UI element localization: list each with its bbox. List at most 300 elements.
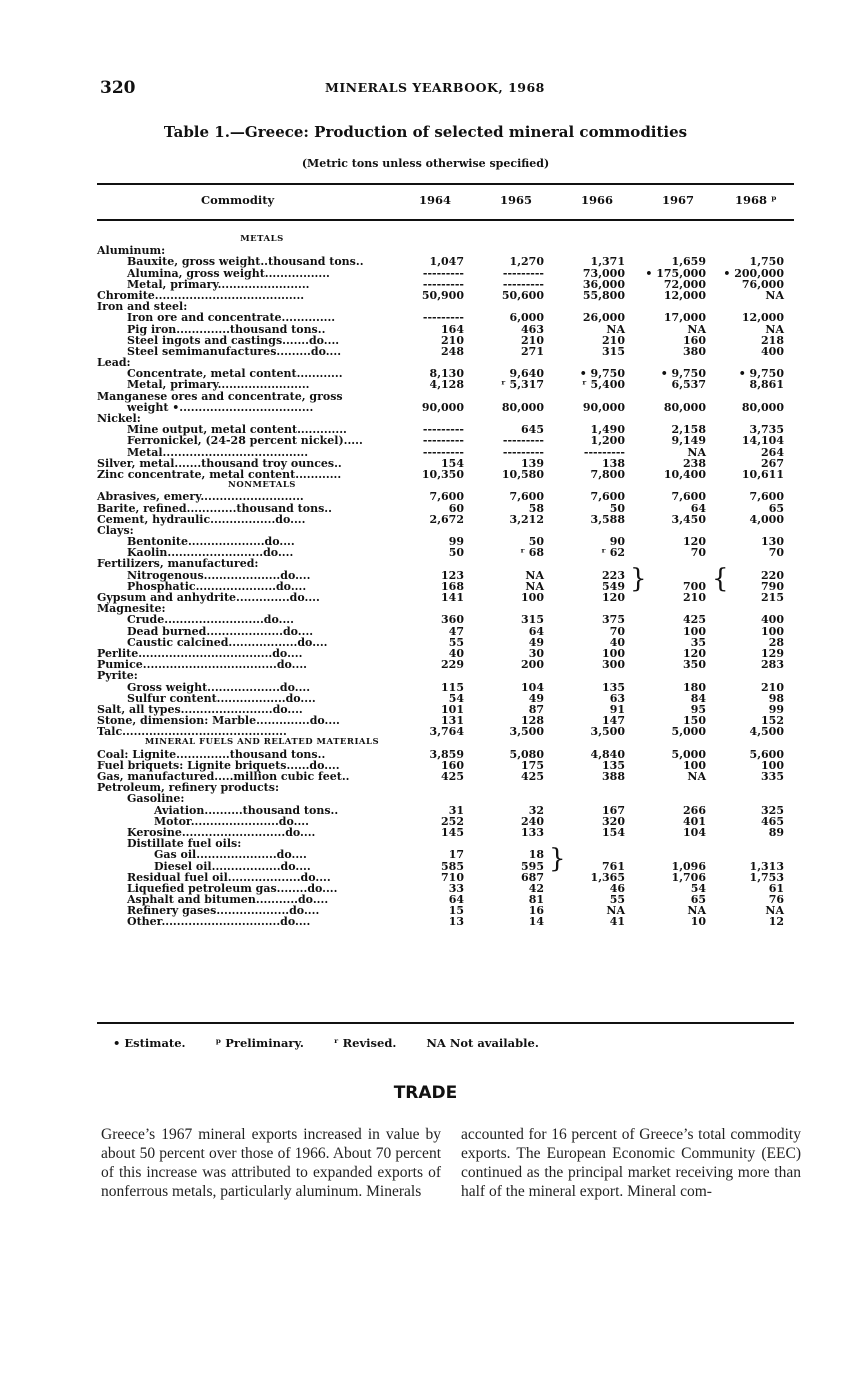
value-cell: • 9,750 xyxy=(738,367,784,381)
value-cell: 700 xyxy=(683,579,706,593)
value-cell: 401 xyxy=(683,814,706,828)
value-cell: NA xyxy=(606,904,625,918)
value-cell: 3,588 xyxy=(590,512,625,526)
commodity-label: Kerosine...........................do.... xyxy=(127,825,316,839)
value-cell: 72,000 xyxy=(663,277,706,291)
commodity-label: Residual fuel oil...................do.... xyxy=(127,870,331,884)
value-cell: --------- xyxy=(502,266,544,280)
value-cell: 50,900 xyxy=(421,288,464,302)
value-cell: 76 xyxy=(768,893,784,907)
commodity-label: Bauxite, gross weight..thousand tons.. xyxy=(127,255,364,269)
value-cell: --------- xyxy=(502,277,544,291)
value-cell: • 9,750 xyxy=(660,367,706,381)
section-heading-row xyxy=(97,234,794,245)
value-cell: 55,800 xyxy=(582,288,625,302)
value-cell: 128 xyxy=(521,714,544,728)
value-cell: 17 xyxy=(448,848,464,862)
table-row xyxy=(97,290,794,301)
value-cell: 4,000 xyxy=(749,512,784,526)
commodity-label: Nitrogenous....................do.... xyxy=(127,568,311,582)
commodity-label: Metal, primary........................ xyxy=(127,378,310,392)
value-cell: ʳ 5,400 xyxy=(582,378,625,392)
value-cell: 4,128 xyxy=(429,378,464,392)
commodity-label: Aluminum: xyxy=(97,244,166,258)
commodity-label: Pyrite: xyxy=(97,669,138,683)
value-cell: 16 xyxy=(528,904,544,918)
value-cell: 150 xyxy=(683,714,706,728)
commodity-label: Magnesite: xyxy=(97,602,166,616)
value-cell: 50 xyxy=(528,535,544,549)
table-bottom-rule xyxy=(97,1022,794,1024)
table-body xyxy=(97,234,794,928)
value-cell: 1,706 xyxy=(671,870,706,884)
value-cell: --------- xyxy=(422,445,464,459)
commodity-label: Cement, hydraulic.................do.... xyxy=(97,512,306,526)
value-cell: 14,104 xyxy=(741,434,784,448)
value-cell: 465 xyxy=(761,814,784,828)
value-cell: --------- xyxy=(422,423,464,437)
value-cell: 8,130 xyxy=(429,367,464,381)
section-label: METALS xyxy=(240,234,284,244)
value-cell: 238 xyxy=(683,456,706,470)
value-cell: 46 xyxy=(609,881,625,895)
value-cell: 5,000 xyxy=(671,747,706,761)
commodity-label: Phosphatic.....................do.... xyxy=(127,579,307,593)
value-cell: 54 xyxy=(448,691,464,705)
commodity-label: Pumice...................................do.... xyxy=(97,658,307,672)
value-cell: 1,313 xyxy=(749,859,784,873)
column-header: 1966 xyxy=(581,193,614,207)
value-cell: 267 xyxy=(761,456,784,470)
table-row xyxy=(97,324,794,335)
value-cell: --------- xyxy=(583,445,625,459)
value-cell: 98 xyxy=(768,691,784,705)
value-cell: 1,659 xyxy=(671,255,706,269)
table-header xyxy=(97,193,794,213)
value-cell: --------- xyxy=(422,277,464,291)
value-cell: 40 xyxy=(609,635,625,649)
commodity-label: Mine output, metal content............. xyxy=(127,423,347,437)
footnote-na: NA Not available. xyxy=(426,1036,539,1050)
table-row xyxy=(97,346,794,357)
value-cell: 47 xyxy=(448,624,464,638)
value-cell: 7,600 xyxy=(509,490,544,504)
value-cell: 4,840 xyxy=(590,747,625,761)
value-cell: 12,000 xyxy=(663,288,706,302)
table-row xyxy=(97,782,794,793)
value-cell: ʳ 68 xyxy=(520,546,544,560)
value-cell: 33 xyxy=(448,881,464,895)
value-cell: 388 xyxy=(602,770,625,783)
commodity-label: Dead burned....................do.... xyxy=(127,624,314,638)
commodity-label: Iron and steel: xyxy=(97,300,188,314)
commodity-label: Ferronickel, (24-28 percent nickel)..... xyxy=(127,434,363,448)
commodity-label: Steel ingots and castings.......do.... xyxy=(127,333,340,347)
value-cell: 17,000 xyxy=(663,311,706,325)
commodity-label: Concentrate, metal content............ xyxy=(127,367,343,381)
value-cell: 42 xyxy=(528,881,544,895)
commodity-label: Clays: xyxy=(97,523,134,537)
value-cell: 28 xyxy=(768,635,784,649)
table-subtitle: (Metric tons unless otherwise specified) xyxy=(301,157,550,170)
value-cell: 152 xyxy=(761,714,784,728)
value-cell: ʳ 5,317 xyxy=(501,378,544,392)
table-row xyxy=(97,849,794,860)
commodity-label: Stone, dimension: Marble..............do.... xyxy=(97,714,340,728)
value-cell: 790 xyxy=(761,579,784,593)
value-cell: 87 xyxy=(528,702,544,716)
value-cell: 120 xyxy=(602,591,625,604)
commodity-label: Asphalt and bitumen...........do.... xyxy=(127,893,329,907)
value-cell: NA xyxy=(525,568,544,582)
value-cell: 49 xyxy=(528,691,544,705)
value-cell: --------- xyxy=(422,434,464,448)
value-cell: 300 xyxy=(602,658,625,672)
commodity-label: Alumina, gross weight................. xyxy=(127,266,330,280)
commodity-label: Diesel oil..................do.... xyxy=(154,859,311,873)
value-cell: 215 xyxy=(761,591,784,604)
value-cell: 425 xyxy=(441,770,464,783)
value-cell: 36,000 xyxy=(582,277,625,291)
value-cell: 1,365 xyxy=(590,870,625,884)
value-cell: 6,000 xyxy=(509,311,544,325)
trade-heading: TRADE xyxy=(393,1083,458,1103)
table-row xyxy=(97,256,794,267)
value-cell: 210 xyxy=(761,680,784,694)
value-cell: 463 xyxy=(521,322,544,336)
value-cell: 12,000 xyxy=(741,311,784,325)
value-cell: NA xyxy=(687,445,706,459)
value-cell: 283 xyxy=(761,658,784,672)
commodity-label: Steel semimanufactures.........do.... xyxy=(127,344,342,358)
value-cell: 95 xyxy=(690,702,706,716)
commodity-label: Fertilizers, manufactured: xyxy=(97,557,259,571)
footnotes xyxy=(113,1036,565,1050)
value-cell: 100 xyxy=(683,758,706,772)
value-cell: 8,861 xyxy=(749,378,784,392)
value-cell: 64 xyxy=(690,501,706,515)
value-cell: 80,000 xyxy=(501,400,544,414)
value-cell: 7,600 xyxy=(671,490,706,504)
column-header: 1967 xyxy=(662,193,695,207)
value-cell: 99 xyxy=(768,702,784,716)
value-cell: 687 xyxy=(521,870,544,884)
commodity-label: Gypsum and anhydrite..............do.... xyxy=(97,591,320,604)
section-label: MINERAL FUELS AND RELATED MATERIALS xyxy=(144,737,380,748)
value-cell: 7,600 xyxy=(749,490,784,504)
value-cell: 3,212 xyxy=(509,512,544,526)
value-cell: 58 xyxy=(528,501,544,515)
value-cell: 350 xyxy=(683,658,706,672)
value-cell: • 9,750 xyxy=(579,367,625,381)
value-cell: 1,270 xyxy=(509,255,544,269)
commodity-label: Liquefied petroleum gas........do.... xyxy=(127,881,338,895)
trade-column-right: accounted for 16 percent of Greece’s total commodity exports. The European Economic Community (EEC) continued as the principal market receiving more than half of the mineral export. Mineral com- xyxy=(461,1126,801,1200)
value-cell: 101 xyxy=(441,702,464,716)
value-cell: 115 xyxy=(441,680,464,694)
value-cell: 65 xyxy=(768,501,784,515)
value-cell: 229 xyxy=(441,658,464,672)
value-cell: 9,640 xyxy=(509,367,544,381)
commodity-label: Crude..........................do.... xyxy=(127,613,294,627)
commodity-label: Metal...................................... xyxy=(127,445,309,459)
commodity-label: Talc........................................... xyxy=(97,725,287,739)
value-cell: 138 xyxy=(602,456,625,470)
value-cell: 240 xyxy=(521,814,544,828)
value-cell: 61 xyxy=(768,881,784,895)
column-header: 1965 xyxy=(500,193,533,207)
table-row xyxy=(97,514,794,525)
table-row xyxy=(97,558,794,569)
commodity-label: Lead: xyxy=(97,356,131,370)
value-cell: 13 xyxy=(448,915,464,929)
column-header: Commodity xyxy=(201,193,275,207)
value-cell: 40 xyxy=(448,646,464,660)
value-cell: 400 xyxy=(761,344,784,358)
value-cell: 264 xyxy=(761,445,784,459)
value-cell: 70 xyxy=(690,546,706,560)
table-top-rule xyxy=(97,183,794,185)
value-cell: 220 xyxy=(761,568,784,582)
value-cell: NA xyxy=(525,579,544,593)
footnote-preliminary: ᵖ Preliminary. xyxy=(215,1036,304,1050)
value-cell: 335 xyxy=(761,770,784,783)
value-cell: NA xyxy=(765,322,784,336)
value-cell: 32 xyxy=(528,803,544,817)
value-cell: 160 xyxy=(441,758,464,772)
table-row xyxy=(97,659,794,670)
value-cell: 3,500 xyxy=(590,725,625,739)
value-cell: 400 xyxy=(761,613,784,627)
value-cell: 135 xyxy=(602,680,625,694)
value-cell: 64 xyxy=(528,624,544,638)
table-row xyxy=(97,726,794,737)
value-cell: 35 xyxy=(690,635,706,649)
value-cell: 50 xyxy=(448,546,464,560)
value-cell: 3,500 xyxy=(509,725,544,739)
value-cell: 104 xyxy=(521,680,544,694)
table-row xyxy=(97,861,794,872)
value-cell: 320 xyxy=(602,814,625,828)
value-cell: NA xyxy=(765,904,784,918)
value-cell: 131 xyxy=(441,714,464,728)
value-cell: NA xyxy=(687,322,706,336)
value-cell: --------- xyxy=(502,434,544,448)
value-cell: 123 xyxy=(441,568,464,582)
value-cell: --------- xyxy=(422,311,464,325)
table-row xyxy=(97,670,794,681)
table-row xyxy=(97,379,794,390)
value-cell: 12 xyxy=(768,915,784,929)
value-cell: 180 xyxy=(683,680,706,694)
value-cell: 31 xyxy=(448,803,464,817)
value-cell: 129 xyxy=(761,646,784,660)
value-cell: 50,600 xyxy=(501,288,544,302)
value-cell: 26,000 xyxy=(582,311,625,325)
page-number: 320 xyxy=(100,78,136,98)
footnote-revised: ʳ Revised. xyxy=(333,1036,397,1050)
value-cell: 4,500 xyxy=(749,725,784,739)
value-cell: 10,350 xyxy=(421,467,464,481)
value-cell: 160 xyxy=(683,333,706,347)
commodity-label: Gross weight...................do.... xyxy=(127,680,311,694)
value-cell: 10,611 xyxy=(741,467,784,481)
value-cell: 3,735 xyxy=(749,423,784,437)
value-cell: 64 xyxy=(448,893,464,907)
value-cell: 315 xyxy=(521,613,544,627)
table-row xyxy=(97,682,794,693)
value-cell: 80,000 xyxy=(741,400,784,414)
value-cell: 210 xyxy=(521,333,544,347)
value-cell: 175 xyxy=(521,758,544,772)
table-row xyxy=(97,402,794,413)
trade-column-left: Greece’s 1967 mineral exports increased in value by about 50 percent over those of 1966. About 70 percent of this increase was attributed to expanded exports of nonferrous metals, particularly aluminum. Minerals xyxy=(101,1126,441,1200)
commodity-label: Motor.......................do.... xyxy=(154,814,309,828)
table-row xyxy=(97,491,794,502)
value-cell: 761 xyxy=(602,859,625,873)
value-cell: 90,000 xyxy=(582,400,625,414)
value-cell: 154 xyxy=(602,825,625,839)
commodity-label: Other...............................do.... xyxy=(127,915,311,929)
commodity-label: weight •................................... xyxy=(127,400,314,414)
brace-right: } xyxy=(630,564,647,594)
value-cell: 7,600 xyxy=(590,490,625,504)
value-cell: 252 xyxy=(441,814,464,828)
value-cell: NA xyxy=(606,322,625,336)
value-cell: ʳ 62 xyxy=(601,546,625,560)
table-row xyxy=(97,503,794,514)
value-cell: 139 xyxy=(521,456,544,470)
value-cell: 315 xyxy=(602,344,625,358)
value-cell: 70 xyxy=(609,624,625,638)
value-cell: 218 xyxy=(761,333,784,347)
commodity-label: Bentonite....................do.... xyxy=(127,535,295,549)
value-cell: --------- xyxy=(502,445,544,459)
commodity-label: Caustic calcined..................do.... xyxy=(127,635,328,649)
value-cell: 49 xyxy=(528,635,544,649)
commodity-label: Coal: Lignite..............thousand tons.. xyxy=(97,747,326,761)
value-cell: 595 xyxy=(521,859,544,873)
value-cell: 99 xyxy=(448,535,464,549)
value-cell: 375 xyxy=(602,613,625,627)
table-row xyxy=(97,793,794,804)
value-cell: 1,371 xyxy=(590,255,625,269)
table-row xyxy=(97,916,794,927)
commodity-label: Chromite....................................... xyxy=(97,288,305,302)
commodity-label: Manganese ores and concentrate, gross xyxy=(97,389,343,403)
value-cell: 10,580 xyxy=(501,467,544,481)
commodity-label: Pig iron..............thousand tons.. xyxy=(127,322,326,336)
value-cell: 549 xyxy=(602,579,625,593)
running-title: MINERALS YEARBOOK, 1968 xyxy=(325,80,545,95)
value-cell: 3,859 xyxy=(429,747,464,761)
commodity-label: Metal, primary........................ xyxy=(127,277,310,291)
value-cell: 380 xyxy=(683,344,706,358)
value-cell: 135 xyxy=(602,758,625,772)
value-cell: 7,600 xyxy=(429,490,464,504)
commodity-label: Kaolin.........................do.... xyxy=(127,546,294,560)
table-row xyxy=(97,592,794,603)
value-cell: 60 xyxy=(448,501,464,515)
value-cell: 15 xyxy=(448,904,464,918)
value-cell: 50 xyxy=(609,501,625,515)
value-cell: 54 xyxy=(690,881,706,895)
value-cell: 5,080 xyxy=(509,747,544,761)
value-cell: 90 xyxy=(609,535,625,549)
commodity-label: Petroleum, refinery products: xyxy=(97,781,280,795)
section-label: NONMETALS xyxy=(228,480,296,491)
footnote-estimate: • Estimate. xyxy=(113,1036,186,1050)
value-cell: 18 xyxy=(528,848,544,862)
column-header: 1968 ᵖ xyxy=(735,193,777,207)
table-row xyxy=(97,312,794,323)
value-cell: 9,149 xyxy=(671,434,706,448)
value-cell: 89 xyxy=(768,825,784,839)
value-cell: 55 xyxy=(609,893,625,907)
value-cell: • 175,000 xyxy=(645,266,706,280)
value-cell: 210 xyxy=(602,333,625,347)
value-cell: 120 xyxy=(683,535,706,549)
commodity-label: Iron ore and concentrate.............. xyxy=(127,311,336,325)
commodity-label: Silver, metal.......thousand troy ounces.. xyxy=(97,456,342,470)
value-cell: 1,096 xyxy=(671,859,706,873)
value-cell: 248 xyxy=(441,344,464,358)
value-cell: 41 xyxy=(609,915,625,929)
commodity-label: Gas, manufactured.....million cubic feet.. xyxy=(97,770,350,783)
value-cell: 425 xyxy=(521,770,544,783)
commodity-label: Perlite...................................do.... xyxy=(97,646,303,660)
value-cell: 645 xyxy=(521,423,544,437)
value-cell: 3,764 xyxy=(429,725,464,739)
value-cell: 271 xyxy=(521,344,544,358)
value-cell: 80,000 xyxy=(663,400,706,414)
commodity-label: Salt, all types........................do.... xyxy=(97,702,303,716)
value-cell: 360 xyxy=(441,613,464,627)
value-cell: 65 xyxy=(690,893,706,907)
brace-right: } xyxy=(549,844,566,874)
value-cell: 168 xyxy=(441,579,464,593)
value-cell: 585 xyxy=(441,859,464,873)
value-cell: 55 xyxy=(448,635,464,649)
commodity-label: Sulfur content..................do.... xyxy=(127,691,316,705)
value-cell: 14 xyxy=(528,915,544,929)
value-cell: 81 xyxy=(528,893,544,907)
value-cell: 90,000 xyxy=(421,400,464,414)
value-cell: 3,450 xyxy=(671,512,706,526)
value-cell: 266 xyxy=(683,803,706,817)
value-cell: 100 xyxy=(761,758,784,772)
column-header: 1964 xyxy=(419,193,452,207)
value-cell: NA xyxy=(765,288,784,302)
table-title: Table 1.—Greece: Production of selected mineral commodities xyxy=(163,123,688,141)
value-cell: 10 xyxy=(690,915,706,929)
value-cell: 141 xyxy=(441,591,464,604)
table-row xyxy=(97,435,794,446)
value-cell: 200 xyxy=(521,658,544,672)
value-cell: 130 xyxy=(761,535,784,549)
value-cell: 223 xyxy=(602,568,625,582)
value-cell: 30 xyxy=(528,646,544,660)
value-cell: 73,000 xyxy=(582,266,625,280)
table-header-rule xyxy=(97,219,794,221)
commodity-label: Fuel briquets: Lignite briquets......do.... xyxy=(97,758,340,772)
commodity-label: Barite, refined.............thousand tons.. xyxy=(97,501,332,515)
value-cell: 5,000 xyxy=(671,725,706,739)
value-cell: 1,753 xyxy=(749,870,784,884)
commodity-label: Gasoline: xyxy=(127,792,185,806)
value-cell: 1,750 xyxy=(749,255,784,269)
value-cell: NA xyxy=(687,904,706,918)
